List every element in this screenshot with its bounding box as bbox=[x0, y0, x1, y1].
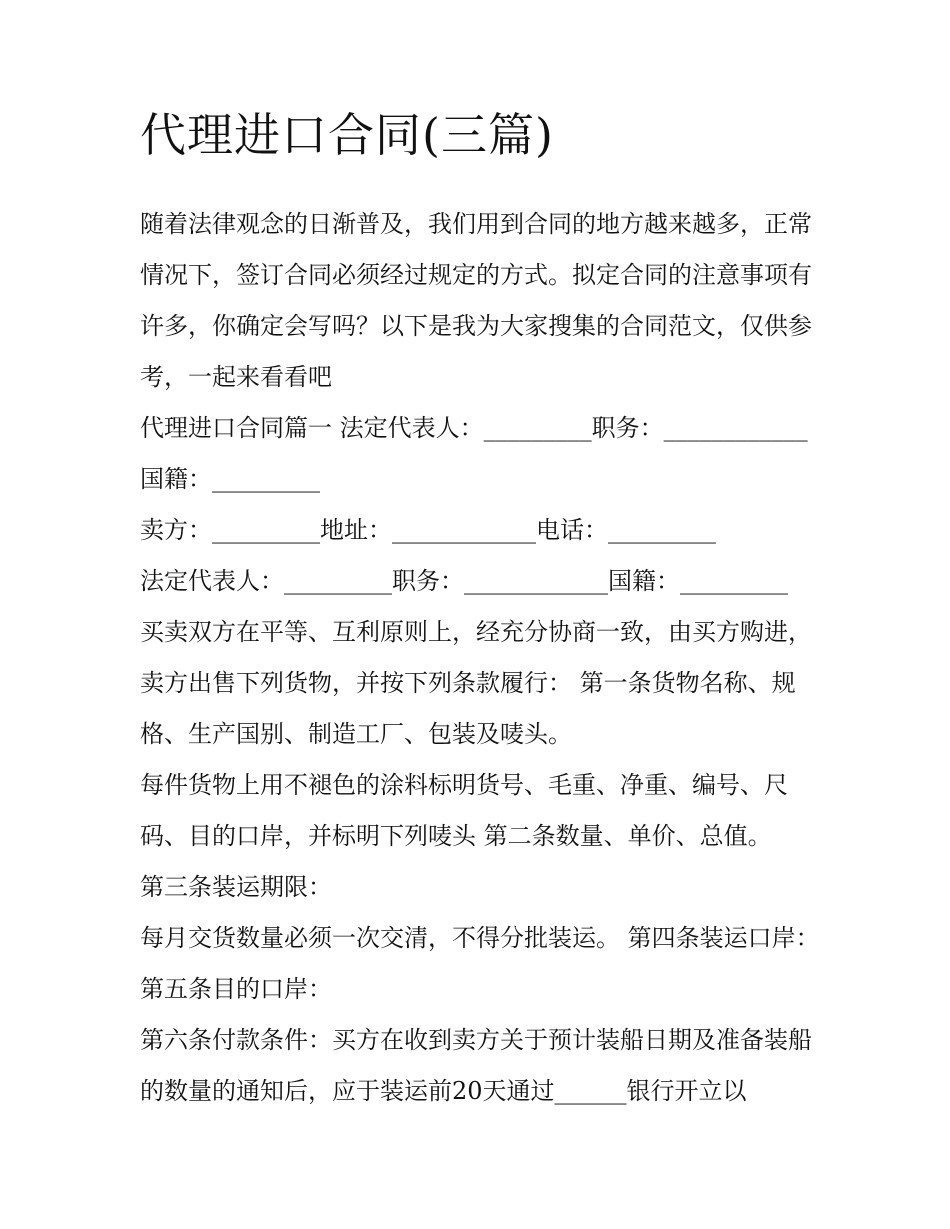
seller-info-paragraph: 卖方：_________地址：____________电话：_________ bbox=[140, 516, 716, 544]
delivery-paragraph: 每月交货数量必须一次交清，不得分批装运。 第四条装运口岸： 第五条目的口岸： bbox=[140, 924, 820, 1003]
marking-paragraph: 每件货物上用不褪色的涂料标明货号、毛重、净重、编号、尺码、目的口岸，并标明下列唛头 第二条数量、单价、总值。 bbox=[140, 771, 788, 850]
document-title: 代理进口合同(三篇) bbox=[140, 108, 554, 162]
legal-representative-paragraph: 法定代表人：_________职务：____________国籍：_________ bbox=[140, 567, 788, 595]
article-one-paragraph: 买卖双方在平等、互利原则上，经充分协商一致，由买方购进，卖方出售下列货物，并按下列条款履行： 第一条货物名称、规格、生产国别、制造工厂、包装及唛头。 bbox=[140, 618, 812, 748]
intro-paragraph: 随着法律观念的日渐普及，我们用到合同的地方越来越多，正常情况下，签订合同必须经过规定的方式。拟定合同的注意事项有许多，你确定会写吗？以下是我为大家搜集的合同范文，仅供参考，一起来看看吧 bbox=[140, 210, 812, 391]
article-three-paragraph: 第三条装运期限： bbox=[140, 873, 332, 901]
contract-heading-paragraph: 代理进口合同篇一 法定代表人：_________职务：____________国籍：_________ bbox=[140, 414, 808, 493]
document-body bbox=[140, 199, 820, 1117]
article-six-paragraph: 第六条付款条件：买方在收到卖方关于预计装船日期及准备装船的数量的通知后，应于装运前20天通过______银行开立以 bbox=[140, 1026, 812, 1105]
